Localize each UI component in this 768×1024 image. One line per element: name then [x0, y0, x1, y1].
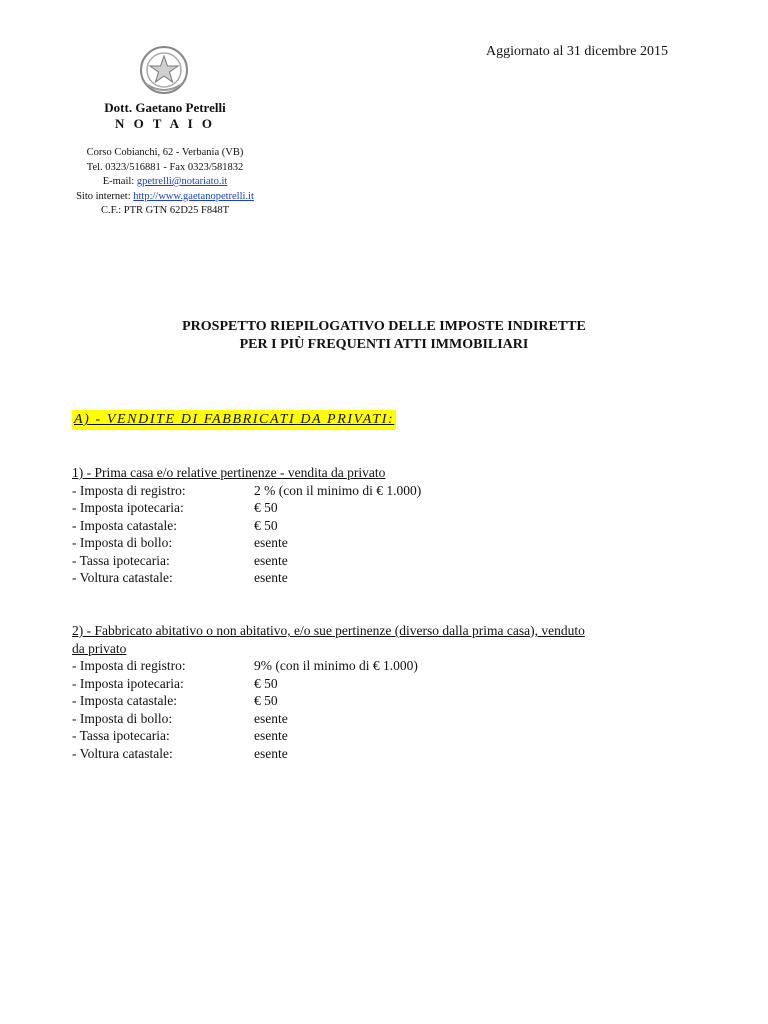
- tax-value: € 50: [254, 517, 278, 533]
- email-link[interactable]: gpetrelli@notariato.it: [136, 176, 228, 187]
- section-heading: A) - VENDITE DI FABBRICATI DA PRIVATI:: [72, 410, 396, 430]
- tax-value: € 50: [254, 693, 278, 708]
- tax-label: - Tassa ipotecaria:: [72, 728, 170, 743]
- tax-row: [72, 727, 732, 745]
- document-title-line2: PER I PIÙ FREQUENTI ATTI IMMOBILIARI: [239, 337, 529, 352]
- tax-label: - Imposta ipotecaria:: [72, 675, 184, 691]
- letterhead: [40, 100, 290, 219]
- notary-name: Dott. Gaetano Petrelli: [104, 100, 226, 115]
- tax-value: esente: [254, 535, 288, 550]
- site-label: Sito internet:: [76, 190, 131, 202]
- updated-date: Aggiornato al 31 dicembre 2015: [486, 44, 668, 59]
- notary-role: N O T A I O: [114, 116, 216, 131]
- tax-value: esente: [254, 552, 288, 568]
- tax-row: [72, 675, 732, 693]
- tax-label: - Voltura catastale:: [72, 570, 173, 585]
- site-link[interactable]: http://www.gaetanopetrelli.it: [133, 190, 254, 202]
- tax-value: esente: [254, 570, 288, 585]
- tax-label: - Imposta di bollo:: [72, 535, 173, 550]
- tax-block-1: [72, 464, 732, 587]
- tax-block-2: [72, 622, 732, 762]
- document-title-line1: PROSPETTO RIEPILOGATIVO DELLE IMPOSTE INDIRETTE: [182, 319, 586, 334]
- block-heading-line1: 2) - Fabbricato abitativo o non abitativo, e/o sue pertinenze (diverso dalla prima casa), venduto: [72, 623, 585, 638]
- tax-row: [72, 657, 732, 675]
- tax-row: [72, 482, 732, 500]
- block-heading-line2: da privato: [72, 640, 127, 656]
- tax-value: esente: [254, 745, 288, 761]
- site-line: [40, 190, 290, 205]
- address: Corso Cobianchi, 62 - Verbania (VB): [86, 147, 244, 158]
- tax-row: [72, 499, 732, 517]
- tax-code: C.F.: PTR GTN 62D25 F848T: [100, 205, 230, 216]
- tax-value: esente: [254, 710, 288, 726]
- emblem-icon: [138, 44, 190, 96]
- tax-row: [72, 710, 732, 728]
- tax-label: - Imposta di bollo:: [72, 710, 173, 726]
- email-label: E-mail:: [102, 176, 135, 187]
- tax-value: 9% (con il minimo di € 1.000): [254, 658, 418, 673]
- tax-label: - Imposta catastale:: [72, 517, 177, 533]
- tax-label: - Voltura catastale:: [72, 745, 173, 761]
- tax-row: [72, 745, 732, 763]
- phone-fax: Tel. 0323/516881 - Fax 0323/581832: [86, 161, 244, 173]
- tax-value: € 50: [254, 500, 278, 515]
- email-line: [40, 175, 290, 190]
- tax-row: [72, 569, 732, 587]
- tax-label: - Imposta ipotecaria:: [72, 500, 184, 515]
- tax-row: [72, 517, 732, 535]
- tax-label: - Imposta catastale:: [72, 693, 177, 708]
- tax-label: - Imposta di registro:: [72, 482, 186, 498]
- tax-row: [72, 552, 732, 570]
- tax-value: 2 % (con il minimo di € 1.000): [254, 482, 422, 498]
- tax-value: € 50: [254, 675, 278, 691]
- tax-label: - Imposta di registro:: [72, 658, 186, 673]
- block-heading: 1) - Prima casa e/o relative pertinenze - vendita da privato: [72, 465, 386, 480]
- tax-label: - Tassa ipotecaria:: [72, 552, 170, 568]
- tax-value: esente: [254, 728, 288, 743]
- tax-row: [72, 534, 732, 552]
- tax-row: [72, 692, 732, 710]
